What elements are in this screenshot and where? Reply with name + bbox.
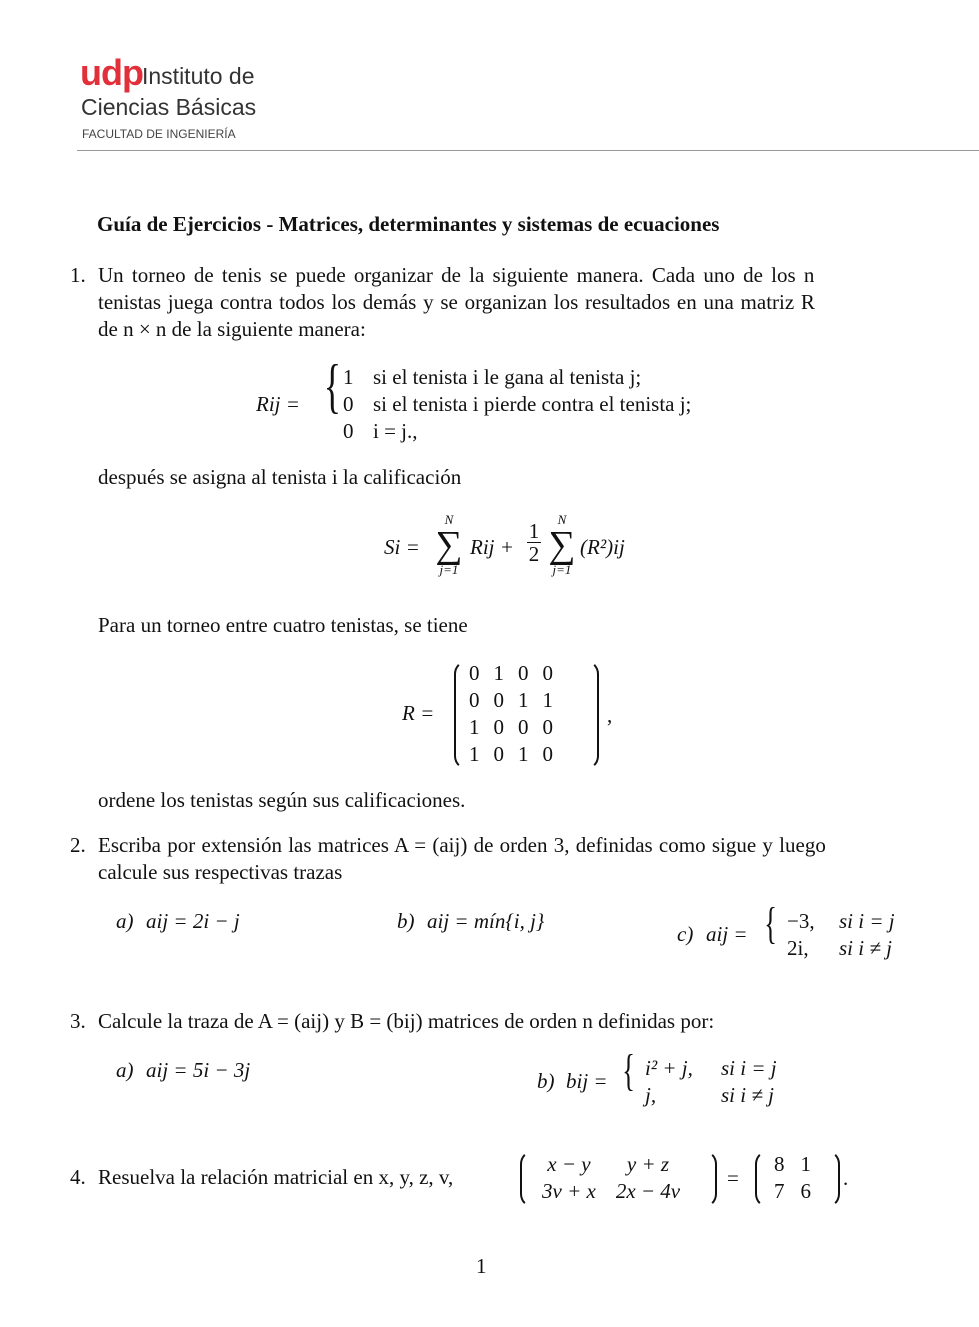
matrix-comma: , — [607, 703, 613, 727]
matrix-cell: 2x − 4v — [615, 1179, 681, 1203]
matrix-r — [462, 660, 560, 768]
logo-line3: FACULTAD DE INGENIERÍA — [82, 127, 236, 141]
sum-2: N ∑ j=1 — [548, 512, 576, 577]
ex3-b-label: b) — [537, 1069, 555, 1093]
matrix-rhs — [766, 1151, 819, 1205]
ex3-b-cases: i² + j, si i = j j, si i ≠ j — [645, 1056, 777, 1107]
matrix-row — [532, 1178, 690, 1205]
matrix-cell: 0 — [542, 715, 553, 739]
matrix-row — [462, 687, 560, 714]
rij-cases: 1 si el tenista i le gana al tenista j; 0 si el tenista i pierde contra el tenista j; 0 i = j., — [343, 365, 692, 443]
matrix-cell: 1 — [518, 688, 529, 712]
matrix-cell: 1 — [518, 742, 529, 766]
matrix-cell: 0 — [469, 661, 480, 685]
si-lhs: Si = — [384, 535, 420, 559]
matrix-cell: x − y — [547, 1152, 591, 1176]
rij-lhs: Rij = — [256, 392, 300, 416]
right-paren — [703, 1150, 717, 1208]
fraction-half: 1 2 — [528, 519, 540, 566]
right-paren — [585, 660, 599, 770]
matrix-lhs — [532, 1151, 690, 1205]
ex4-number: 4. — [70, 1165, 86, 1189]
ex2-line2: calcule sus respectivas trazas — [98, 860, 343, 884]
matrix-row — [766, 1151, 819, 1178]
left-brace: { — [323, 353, 342, 419]
matrix-cell: 0 — [493, 715, 504, 739]
matrix-cell: 0 — [493, 742, 504, 766]
matrix-cell: 1 — [493, 661, 504, 685]
left-brace: { — [622, 1046, 635, 1095]
matrix-cell: 8 — [774, 1152, 785, 1176]
logo-line1: Instituto de — [142, 63, 255, 89]
matrix-cell: 0 — [493, 688, 504, 712]
sum2-term: (R²)ij — [580, 535, 625, 559]
matrix-cell: 1 — [469, 742, 480, 766]
matrix-row — [462, 714, 560, 741]
matrix-cell: 0 — [518, 715, 529, 739]
matrix-cell: 0 — [469, 688, 480, 712]
matrix-cell: 1 — [469, 715, 480, 739]
sum1-term: Rij + — [470, 535, 514, 559]
matrix-cell: 1 — [542, 688, 553, 712]
ex2-line1: Escriba por extensión las matrices A = (aij) de orden 3, definidas como sigue y luego — [98, 833, 826, 857]
header-divider — [77, 150, 979, 151]
ex3-b-lhs: bij = — [566, 1069, 608, 1093]
ex1-line6: ordene los tenistas según sus calificaciones. — [98, 788, 466, 812]
ex3-a-label: a) — [116, 1058, 134, 1082]
matrix-cell: 1 — [800, 1152, 811, 1176]
ex2-number: 2. — [70, 833, 86, 857]
ex1-line3: de n × n de la siguiente manera: — [98, 317, 366, 341]
ex2-a-expr: aij = 2i − j — [146, 909, 240, 933]
ex1-line4: después se asigna al tenista i la calificación — [98, 465, 462, 489]
ex2-b-label: b) — [397, 909, 415, 933]
logo-line2: Ciencias Básicas — [81, 94, 257, 120]
ex1-line5: Para un torneo entre cuatro tenistas, se tiene — [98, 613, 468, 637]
matrix-cell: y + z — [626, 1152, 670, 1176]
ex2-c-label: c) — [677, 922, 694, 946]
ex2-c-cases: −3, si i = j 2i, si i ≠ j — [787, 909, 895, 960]
ex4-text: Resuelva la relación matricial en x, y, z, v, — [98, 1165, 454, 1189]
ex2-a-label: a) — [116, 909, 134, 933]
equals-sign: = — [727, 1166, 739, 1190]
matrix-row — [462, 660, 560, 687]
ex1-number: 1. — [70, 263, 86, 287]
matrix-row — [766, 1178, 819, 1205]
ex3-a-expr: aij = 5i − 3j — [146, 1058, 251, 1082]
matrix-row — [532, 1151, 690, 1178]
matrix-cell: 0 — [518, 661, 529, 685]
ex2-b-expr: aij = mín{i, j} — [427, 909, 545, 933]
left-brace: { — [764, 899, 777, 948]
logo-udp: udp — [80, 52, 143, 93]
matrix-cell: 7 — [774, 1179, 785, 1203]
matrix-cell: 3v + x — [542, 1179, 596, 1203]
matrix-cell: 6 — [800, 1179, 811, 1203]
page-number: 1 — [476, 1254, 487, 1278]
sum-1: N ∑ j=1 — [435, 512, 463, 577]
period: . — [843, 1166, 849, 1190]
ex3-line1: Calcule la traza de A = (aij) y B = (bij) matrices de orden n definidas por: — [98, 1009, 715, 1033]
ex2-c-lhs: aij = — [706, 922, 748, 946]
matrix-cell: 0 — [542, 661, 553, 685]
right-paren — [826, 1150, 840, 1208]
ex1-line2: tenistas juega contra todos los demás y se organizan los resultados en una matriz R — [98, 290, 815, 314]
matrix-row — [462, 741, 560, 768]
page-title: Guía de Ejercicios - Matrices, determinantes y sistemas de ecuaciones — [97, 212, 720, 236]
r-lhs: R = — [402, 701, 435, 725]
ex3-number: 3. — [70, 1009, 86, 1033]
ex1-line1: Un torneo de tenis se puede organizar de la siguiente manera. Cada uno de los n — [98, 263, 815, 287]
matrix-cell: 0 — [542, 742, 553, 766]
